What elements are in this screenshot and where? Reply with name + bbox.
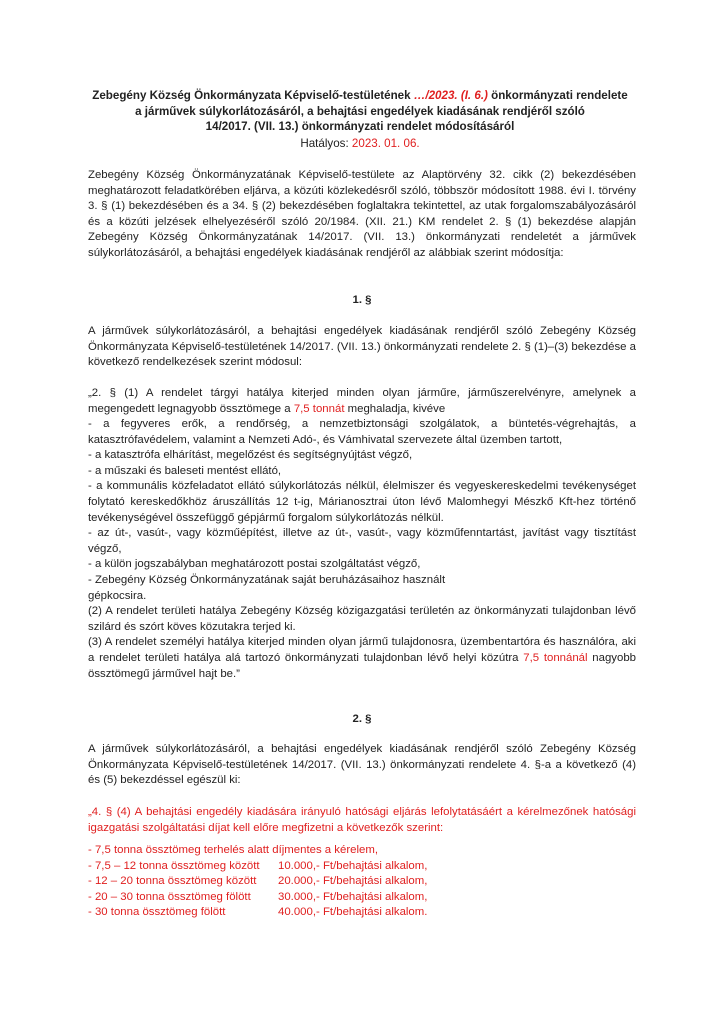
fee-amount: 10.000,- Ft/behajtási alkalom, [278,859,428,872]
weight-limit-2: 7,5 tonnánál [523,651,588,664]
fee-range: - 20 – 30 tonna össztömeg fölött [88,890,251,903]
list-item: - a műszaki és baleseti mentést ellátó, [88,464,282,477]
section-2-intro: A járművek súlykorlátozásáról, a behajtási engedélyek kiadásának rendjéről szóló Zebegény Község Önkormányzata Képviselő-testületének 14/2017. (VII. 13.) önkormányzati rendelete 4. §-a a következő (4) és (5) bekezdéssel egészül ki: [88,743,636,787]
title-line-1: Zebegény Község Önkormányzata Képviselő-testületének …/2023. (I. 6.) önkormányzati rendelete [92,89,628,102]
fee-range: - 7,5 – 12 tonna össztömeg között [88,859,260,872]
list-item: - a külön jogszabályban meghatározott postai szolgáltatást végző, [88,558,421,571]
title-line-2: a járművek súlykorlátozásáról, a behajtási engedélyek kiadásának rendjéről szóló [135,104,585,118]
fee-range: - 7,5 tonna össztömeg terhelés alatt díjmentes a kérelem, [88,844,378,856]
section-1-paragraph-3: (3) A rendelet személyi hatálya kiterjed minden olyan jármű tulajdonosra, üzembentartóra és használóra, aki a rendelet területi hatálya alá tartozó önkormányzati tulajdonban lévő helyi közútra 7,5 tonnánál nagyobb össztömegű járművel hajt be.” [88,636,636,680]
fee-row [88,890,636,906]
section-1-paragraph-2: (2) A rendelet területi hatálya Zebegény Község közigazgatási területén az önkormányzati tulajdonban lévő szilárd és szórt köves közutakra terjed ki. [88,605,636,633]
weight-limit: 7,5 tonnát [293,402,345,415]
fee-amount: 40.000,- Ft/behajtási alkalom. [278,906,428,919]
section-1-heading: 1. § [352,294,372,306]
section-2-heading: 2. § [352,713,372,725]
list-item: - Zebegény Község Önkormányzatának saját beruházásaihoz használt [88,573,446,586]
section-1-paragraph-1: „2. § (1) A rendelet tárgyi hatálya kiterjed minden olyan járműre, járműszerelvényre, amelynek a megengedett legnagyobb össztömege a 7,5 tonnát meghaladja, kivéve [88,387,636,415]
fee-row [88,905,636,921]
exemption-list [88,417,636,682]
fee-table [88,843,636,921]
fee-range: - 30 tonna össztömeg fölött [88,906,226,919]
section-1-intro: A járművek súlykorlátozásáról, a behajtási engedélyek kiadásának rendjéről szóló Zebegény Község Önkormányzata Képviselő-testületének 14/2017. (VII. 13.) önkormányzati rendelete 2. § (1)–(3) bekezdése a következő rendelkezések szerint módosul: [88,325,636,369]
decree-number: …/2023. (I. 6.) [413,89,488,102]
fee-row [88,874,636,890]
fee-amount: 30.000,- Ft/behajtási alkalom, [278,890,428,903]
list-item: - a kommunális közfeladatot ellátó súlykorlátozás nélkül, élelmiszer és vegyeskereskedelmi tevékenységet folytató kereskedőkhöz áruszállítás 12 t-ig, Márianosztrai úton lévő Malomhegyi Mészkő Kft-hez történő tevékenységével összefüggő gépjármű forgalom súlykorlátozás nélkül. [88,480,636,524]
section-2-paragraph-4: „4. § (4) A behajtási engedély kiadására irányuló hatósági eljárás lefolytatásáért a kérelmezőnek hatósági igazgatási szolgáltatási díjat kell előre megfizetni a következők szerint: [88,806,636,834]
fee-amount: 20.000,- Ft/behajtási alkalom, [278,875,428,888]
list-item: - a katasztrófa elhárítást, megelőzést és segítségnyújtást végző, [88,449,413,462]
list-item: gépkocsira. [88,589,147,602]
fee-row [88,859,636,875]
document-title [60,88,660,135]
effective-date: Hatályos: 2023. 01. 06. [300,137,420,150]
title-line-3: 14/2017. (VII. 13.) önkormányzati rendelet módosításáról [205,120,515,134]
list-item: - az út-, vasút-, vagy közműépítést, illetve az út-, vasút-, vagy közműfenntartást, javítást vagy tisztítást végző, [88,527,636,555]
fee-range: - 12 – 20 tonna össztömeg között [88,875,257,888]
list-item: - a fegyveres erők, a rendőrség, a nemzetbiztonsági szolgálatok, a büntetés-végrehajtás, a katasztrófavédelem, valamint a Nemzeti Adó-, és Vámhivatal szervezete által üzemben tartott, [88,418,636,446]
fee-row [88,843,636,859]
preamble: Zebegény Község Önkormányzatának Képviselő-testülete az Alaptörvény 32. cikk (2) bekezdésében meghatározott feladatkörében eljárva, a közúti közlekedésről szóló, többször módosított 1988. évi I. törvény 3. § (1) bekezdésében és a 34. § (2) bekezdésében foglaltakra tekintettel, az utak forgalomszabályozásáról és a közúti jelzések elhelyezéséről szóló 20/1984. (XII. 21.) KM rendelet 2. § (1) bekezdése alapján Zebegény Község Önkormányzatának 14/2017. (VII. 13.) önkormányzati rendeletét a járművek súlykorlátozásáról, a behajtási engedélyek kiadásának rendjéről az alábbiak szerint módosítja: [88,169,636,259]
effective-date-value: 2023. 01. 06. [351,137,420,150]
